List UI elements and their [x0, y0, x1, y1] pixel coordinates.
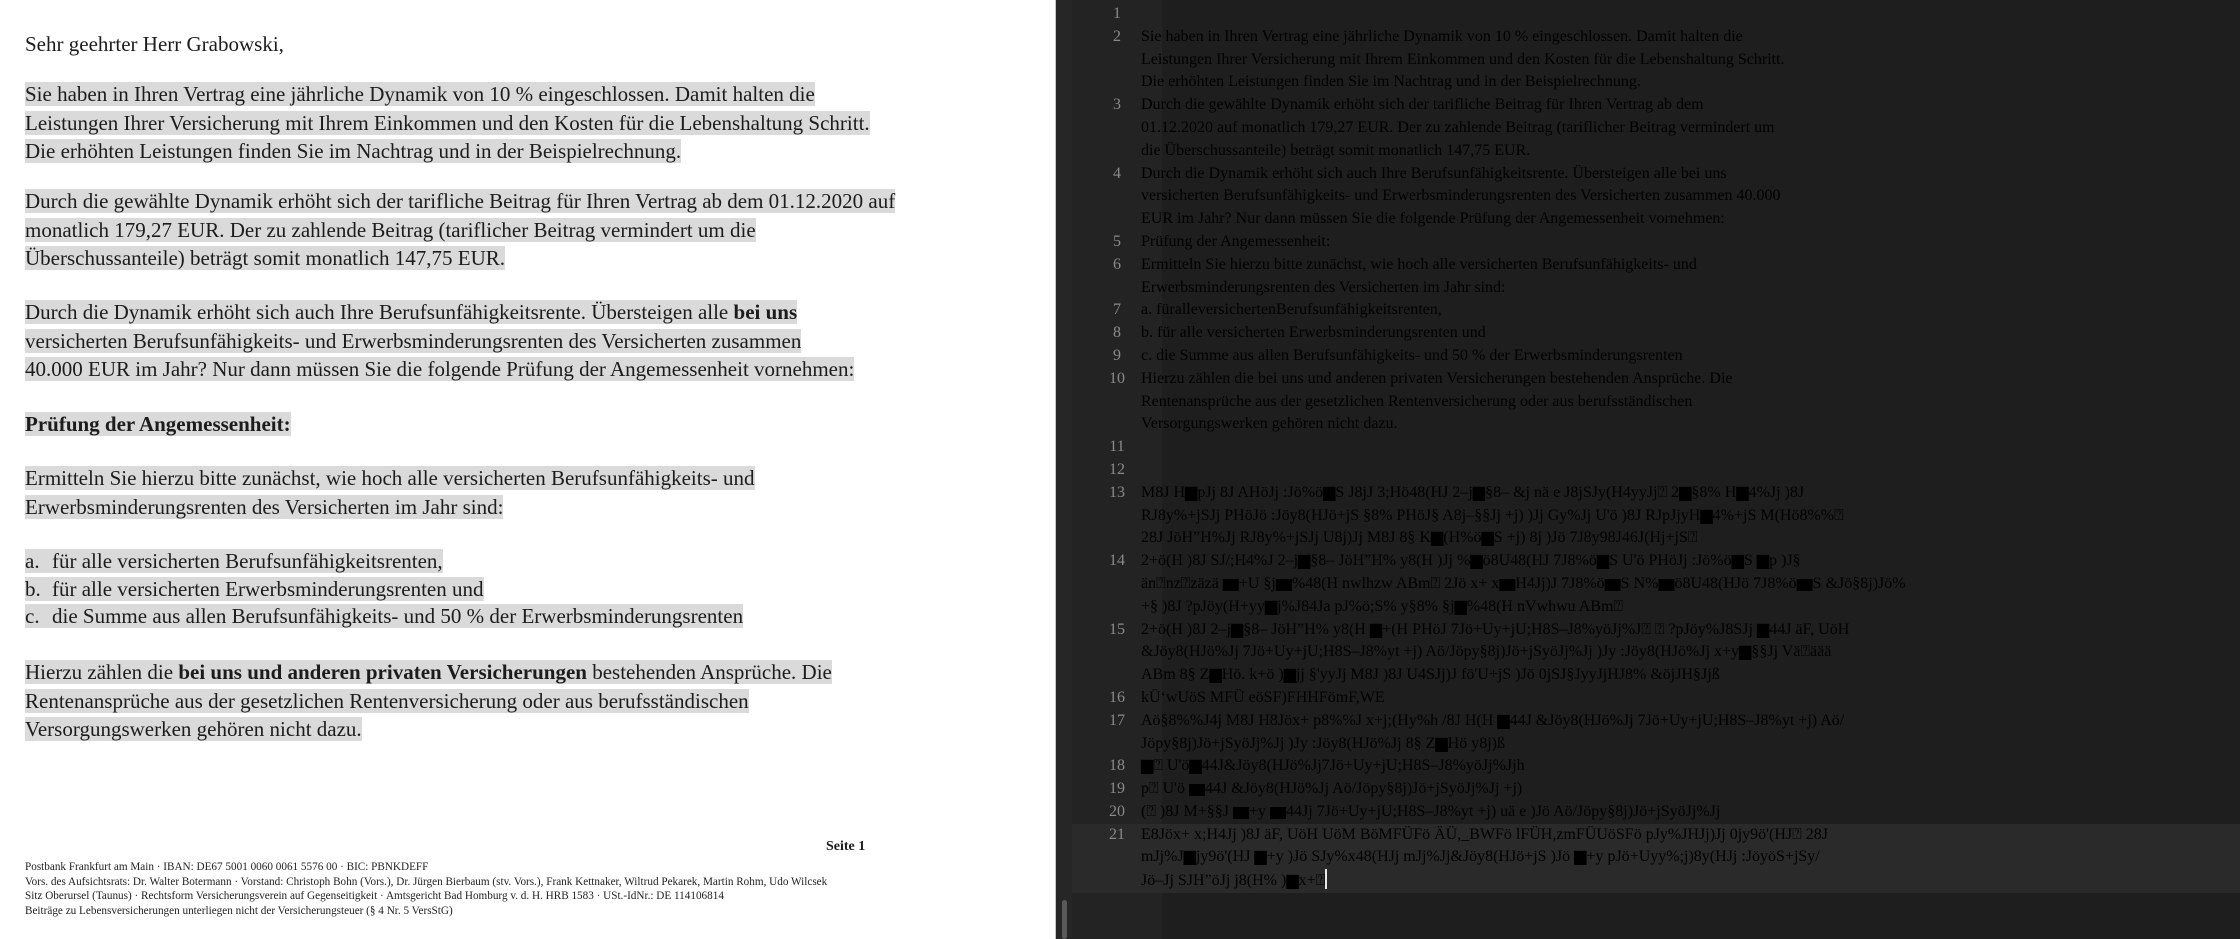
page-number: Seite 1	[826, 839, 866, 854]
letter-paragraph-beitrag	[25, 187, 895, 273]
editor-line[interactable]	[1072, 459, 2240, 482]
line-number: 16	[1109, 688, 1125, 706]
list-item-text: für alle versicherten Berufsunfähigkeitsrenten,	[52, 549, 443, 573]
editor-line-text: a. füralleversichertenBerufsunfähigkeitsrenten,	[1141, 301, 1442, 319]
letter-line: bestehenden Ansprüche. Die	[586, 660, 832, 684]
editor-line-text: p⍰ U'ö ▆44J &Jöy8(HJö%Jj Aö/Jöpy§8j)Jö+jSyöJj%Jj +j)	[1141, 780, 1523, 798]
editor-line-text: Erwerbsminderungsrenten des Versicherten im Jahr sind:	[1141, 278, 1506, 296]
editor-line-text: Durch die gewählte Dynamik erhöht sich der tarifliche Beitrag für Ihren Vertrag ab dem	[1141, 96, 1704, 114]
footer-line: Postbank Frankfurt am Main · IBAN: DE67 5001 0060 0061 5576 00 · BIC: PBNKDEFF	[25, 861, 429, 873]
line-number: 2	[1113, 27, 1121, 45]
line-number: 12	[1109, 460, 1125, 478]
editor-line-text: än⍰nz⍰zäzä ▆+U §j▆%48(H nwlhzw ABm⍰ 2Jö x+ x▆H4Jj)J 7J8%ö▆S N%▆ö8U48(HJö 7J8%ö▆S &Jö§8j)Jö%	[1141, 574, 1906, 592]
editor-line[interactable]	[1072, 755, 2240, 778]
letter-line: versicherten Berufsunfähigkeits- und Erwerbsminderungsrenten des Versicherten zusammen	[25, 328, 802, 353]
line-number: 21	[1109, 825, 1125, 843]
editor-line[interactable]	[1072, 163, 2240, 231]
list-item-label: a.	[25, 549, 40, 573]
letter-paragraph-dynamik	[25, 80, 870, 166]
line-number: 7	[1113, 301, 1121, 319]
editor-line-text: M8J H▆pJj 8J AHöJj :Jö%ö▆S J8jJ 3;Hö48(HJ 2–j▆§8– &j nä e J8jSJy(H4yyJj⍰ 2▆§8% H▆4%Jj )8J	[1141, 483, 1805, 501]
editor-line-text: ▆⍰ U'ö▆44J&Jöy8(HJö%Jj7Jö+Uy+jU;H8S–J8%yöJj%Jjh	[1141, 757, 1525, 775]
editor-line-text: 2+ö(H )8J 2–j▆§8– JöH”H% y8(H ▆+(H PHöJ 7Jö+Uy+jU;H8S–J8%yöJj%J⍰ ⍰ ?pJöy%J8SJj ▆44J äF, UöH	[1141, 620, 1850, 638]
line-number: 9	[1113, 346, 1121, 364]
letter-line: Die erhöhten Leistungen finden Sie im Nachtrag und in der Beispielrechnung.	[25, 139, 682, 163]
editor-line-text: Versorgungswerken gehören nicht dazu.	[1141, 415, 1398, 433]
footer-line: Vors. des Aufsichtsrats: Dr. Walter Botermann · Vorstand: Christoph Bohn (Vors.), Dr. Jürgen Bierbaum (stv. Vors.), Frank Kettnaker, Wiltrud Pekarek, Martin Rohm, Udo Wilcsek	[25, 875, 828, 888]
letter-heading	[25, 410, 291, 439]
editor-line-text: RJ8y%+jSJj PHöJö :Jöy8(HJö+jS §8% PHöJ§ A8j–§§Jj +j) )Jj Gy%Jj U'ö )8J RJpJjyH▆4%+jS M(Hö8%%⍰	[1141, 506, 1844, 524]
letter-line: Versorgungswerken gehören nicht dazu.	[25, 717, 362, 741]
editor-line[interactable]	[1072, 619, 2240, 687]
letter-line: Hierzu zählen die	[25, 660, 179, 684]
editor-line-text: Sie haben in Ihren Vertrag eine jährliche Dynamik von 10 % eingeschlossen. Damit halten die	[1141, 27, 1743, 45]
list-item	[25, 603, 743, 631]
editor-line-text: Jöpy§8j)Jö+jSyöJj%Jj )Jy :Jöy8(HJö%Jj 8§ Z▆Hö y8j)ß	[1141, 734, 1506, 752]
editor-line-text: die Überschussanteile) beträgt somit monatlich 147,75 EUR.	[1141, 141, 1531, 159]
letter-line: Durch die Dynamik erhöht sich auch Ihre Berufsunfähigkeitsrente. Übersteigen alle	[25, 300, 734, 324]
line-number: 3	[1113, 96, 1121, 114]
letter-paragraph-ansprueche	[25, 658, 832, 744]
editor-line-text: ABm 8§ Z▆Hö. k+ö )▆jj §'yyJj M8J )8J U4SJj)J fö'U+jS )Jö 0jSJ§JyyJjHJ8% &öjJH§Jjß	[1141, 666, 1720, 684]
editor-line-text: Jö–Jj SJH”öJj j8(H% )▆x+⍰	[1141, 869, 2240, 893]
editor-line-text: Durch die Dynamik erhöht sich auch Ihre Berufsunfähigkeitsrente. Übersteigen alle bei uns	[1141, 164, 1727, 182]
editor-line-text: &Jöy8(HJö%Jj 7Jö+Uy+jU;H8S–J8%yt +j) Aö/Jöpy§8j)Jö+jSyöJj%Jj )Jy :Jöy8(HJö%Jj x+y▆§§Jj Vä⍰äää	[1141, 643, 1832, 661]
editor-line[interactable]	[1072, 345, 2240, 368]
editor-line-text	[1141, 436, 2240, 459]
footer-line: Beiträge zu Lebensversicherungen unterliegen nicht der Versicherungsteuer (§ 4 Nr. 5 VersStG)	[25, 904, 453, 917]
editor-line-text: c. die Summe aus allen Berufsunfähigkeits- und 50 % der Erwerbsminderungsrenten	[1141, 346, 1683, 364]
editor-line[interactable]	[1072, 299, 2240, 322]
editor-line[interactable]	[1072, 550, 2240, 618]
list-item-text: die Summe aus allen Berufsunfähigkeits- und 50 % der Erwerbsminderungsrenten	[52, 604, 744, 628]
line-number: 18	[1109, 757, 1125, 775]
letter-bold-text: bei uns und anderen privaten Versicherungen	[178, 660, 587, 684]
line-number: 8	[1113, 324, 1121, 342]
editor-line[interactable]	[1072, 801, 2240, 824]
line-number: 15	[1109, 620, 1125, 638]
letter-line: monatlich 179,27 EUR. Der zu zahlende Beitrag (tariflicher Beitrag vermindert um die	[25, 217, 756, 242]
editor-line-text: mJj%J▆jy9ö'(HJ ▆+y )Jö SJy%x48(HJj mJj%Jj&Jöy8(HJö+jS )Jö ▆+y pJö+Uyy%;j)8y(HJj :JöyöS+jSy/	[1141, 848, 1820, 866]
letter-line: Ermitteln Sie hierzu bitte zunächst, wie hoch alle versicherten Berufsunfähigkeits- und	[25, 466, 755, 490]
editor-line-text: (⍰ )8J M+§§J ▆+y ▆44Jj 7Jö+Uy+jU;H8S–J8%yt +j) uä e )Jö Aö/Jöpy§8j)Jö+jSyöJj%Jj	[1141, 802, 1721, 820]
editor-line[interactable]	[1072, 710, 2240, 756]
text-cursor	[1325, 869, 1327, 889]
editor-line-text: Die erhöhten Leistungen finden Sie im Nachtrag und in der Beispielrechnung.	[1141, 73, 1641, 91]
editor-text-area[interactable]	[1072, 3, 2240, 893]
editor-line-text: +§ )8J ?pJöy(H+yy▆j%J84Ja pJ%ö;S% y§8% §j▆%48(H nVwhwu ABm⍰	[1141, 597, 1624, 615]
editor-line[interactable]	[1072, 322, 2240, 345]
list-item-label: c.	[25, 604, 40, 628]
editor-line-text: versicherten Berufsunfähigkeits- und Erwerbsminderungsrenten des Versicherten zusammen 40.000	[1141, 187, 1781, 205]
letter-line: Rentenansprüche aus der gesetzlichen Rentenversicherung oder aus berufsständischen	[25, 688, 749, 713]
line-number: 1	[1113, 5, 1121, 22]
editor-line-text: Aö§8%%J4j M8J H8Jöx+ p8%%J x+j;(Hy%h /8J H(H ▆44J &Jöy8(HJö%Jj 7Jö+Uy+jU;H8S–J8%yt +j) Aö/	[1141, 711, 1845, 729]
letter-line: 40.000 EUR im Jahr? Nur dann müssen Sie die folgende Prüfung der Angemessenheit vornehmen:	[25, 357, 855, 381]
editor-line-text: E8Jöx+ x;H4Jj )8J äF, UöH UöM BöMFÜFö ÄÜ,_BWFö lFÜH,zmFÜUöSFö pJy%JHJj)Jj 0jy9ö'(HJ⍰ 28J	[1141, 825, 1828, 843]
editor-line-text: Ermitteln Sie hierzu bitte zunächst, wie hoch alle versicherten Berufsunfähigkeits- und	[1141, 255, 1697, 273]
editor-line[interactable]	[1072, 778, 2240, 801]
line-number: 10	[1109, 369, 1125, 387]
editor-line-text: b. für alle versicherten Erwerbsminderungsrenten und	[1141, 324, 1486, 342]
list-item	[25, 548, 743, 576]
line-number: 4	[1113, 164, 1121, 182]
editor-line[interactable]	[1072, 254, 2240, 300]
list-item-text: für alle versicherten Erwerbsminderungsrenten und	[52, 576, 484, 601]
editor-line-text	[1141, 3, 2240, 26]
editor-line-text: Rentenansprüche aus der gesetzlichen Rentenversicherung oder aus berufsständischen	[1141, 392, 1693, 410]
editor-line[interactable]	[1072, 94, 2240, 162]
editor-line-text: 01.12.2020 auf monatlich 179,27 EUR. Der zu zahlende Beitrag (tariflicher Beitrag vermindert um	[1141, 118, 1775, 136]
editor-scrollbar-thumb[interactable]	[1062, 900, 1067, 939]
editor-scrollbar[interactable]	[1056, 0, 1072, 939]
list-item	[25, 576, 743, 604]
editor-line[interactable]	[1072, 26, 2240, 94]
line-number: 17	[1109, 711, 1125, 729]
letter-bold-text: bei uns	[733, 300, 798, 324]
letter-greeting: Sehr geehrter Herr Grabowski,	[25, 32, 284, 56]
line-number: 5	[1113, 232, 1121, 250]
editor-line[interactable]	[1072, 368, 2240, 436]
letter-line: Überschussanteile) beträgt somit monatlich 147,75 EUR.	[25, 246, 505, 270]
list-item-label: b.	[25, 576, 41, 601]
letter-document	[0, 0, 1055, 939]
editor-line[interactable]	[1072, 687, 2240, 710]
letter-paragraph-bu-rente	[25, 298, 854, 384]
editor-line-text: kÜ‘wUöS MFÜ eöSF)FHHFömF,WE	[1141, 688, 1385, 706]
editor-line-text: Leistungen Ihrer Versicherung mit Ihrem Einkommen und den Kosten für die Lebenshaltung Schritt.	[1141, 50, 1785, 68]
line-number: 14	[1109, 552, 1125, 570]
editor-line-text: EUR im Jahr? Nur dann müssen Sie die folgende Prüfung der Angemessenheit vornehmen:	[1141, 210, 1725, 228]
letter-line: Sie haben in Ihren Vertrag eine jährliche Dynamik von 10 % eingeschlossen. Damit halten die	[25, 82, 815, 106]
letter-line: Durch die gewählte Dynamik erhöht sich der tarifliche Beitrag für Ihren Vertrag ab dem 01.12.2020 auf	[25, 189, 896, 213]
editor-line[interactable]	[1072, 3, 2240, 26]
line-number: 13	[1109, 483, 1125, 501]
letter-footer	[25, 860, 827, 918]
editor-line-text	[1141, 459, 2240, 482]
editor-line-text: 28J JöH”H%Jj RJ8y%+jSJj U8j)Jj M8J 8§ K▆(H%ö▆S +j) 8j )Jö 7J8y98J46J(Hj+jS⍰	[1141, 529, 1698, 547]
line-number: 20	[1109, 802, 1125, 820]
letter-heading-text: Prüfung der Angemessenheit:	[25, 412, 291, 436]
letter-paragraph-ermitteln	[25, 464, 755, 521]
letter-list	[25, 548, 743, 631]
editor-line-text: 2+ö(H )8J SJ/;H4%J 2–j▆§8– JöH”H% y8(H )Jj %▆ö8U48(HJ 7J8%ö▆S U'ö PHöJj :Jö%ö▆S ▆p )J§	[1141, 552, 1801, 570]
editor-line[interactable]	[1072, 436, 2240, 459]
letter-line: Leistungen Ihrer Versicherung mit Ihrem Einkommen und den Kosten für die Lebenshaltung Schritt.	[25, 110, 870, 135]
editor-line[interactable]	[1072, 482, 2240, 550]
line-number: 6	[1113, 255, 1121, 273]
editor-line-text: Prüfung der Angemessenheit:	[1141, 232, 1331, 250]
line-number: 19	[1109, 780, 1125, 798]
editor-line[interactable]	[1072, 824, 2240, 893]
footer-line: Sitz Oberursel (Taunus) · Rechtsform Versicherungsverein auf Gegenseitigkeit · Amtsgericht Bad Homburg v. d. H. HRB 1583 · USt.-IdNr.: DE 114106814	[25, 890, 724, 902]
line-number: 11	[1109, 438, 1125, 456]
editor-line-text: Hierzu zählen die bei uns und anderen privaten Versicherungen bestehenden Ansprüche. Die	[1141, 369, 1733, 387]
editor-line[interactable]	[1072, 231, 2240, 254]
letter-line: Erwerbsminderungsrenten des Versicherten im Jahr sind:	[25, 494, 504, 519]
